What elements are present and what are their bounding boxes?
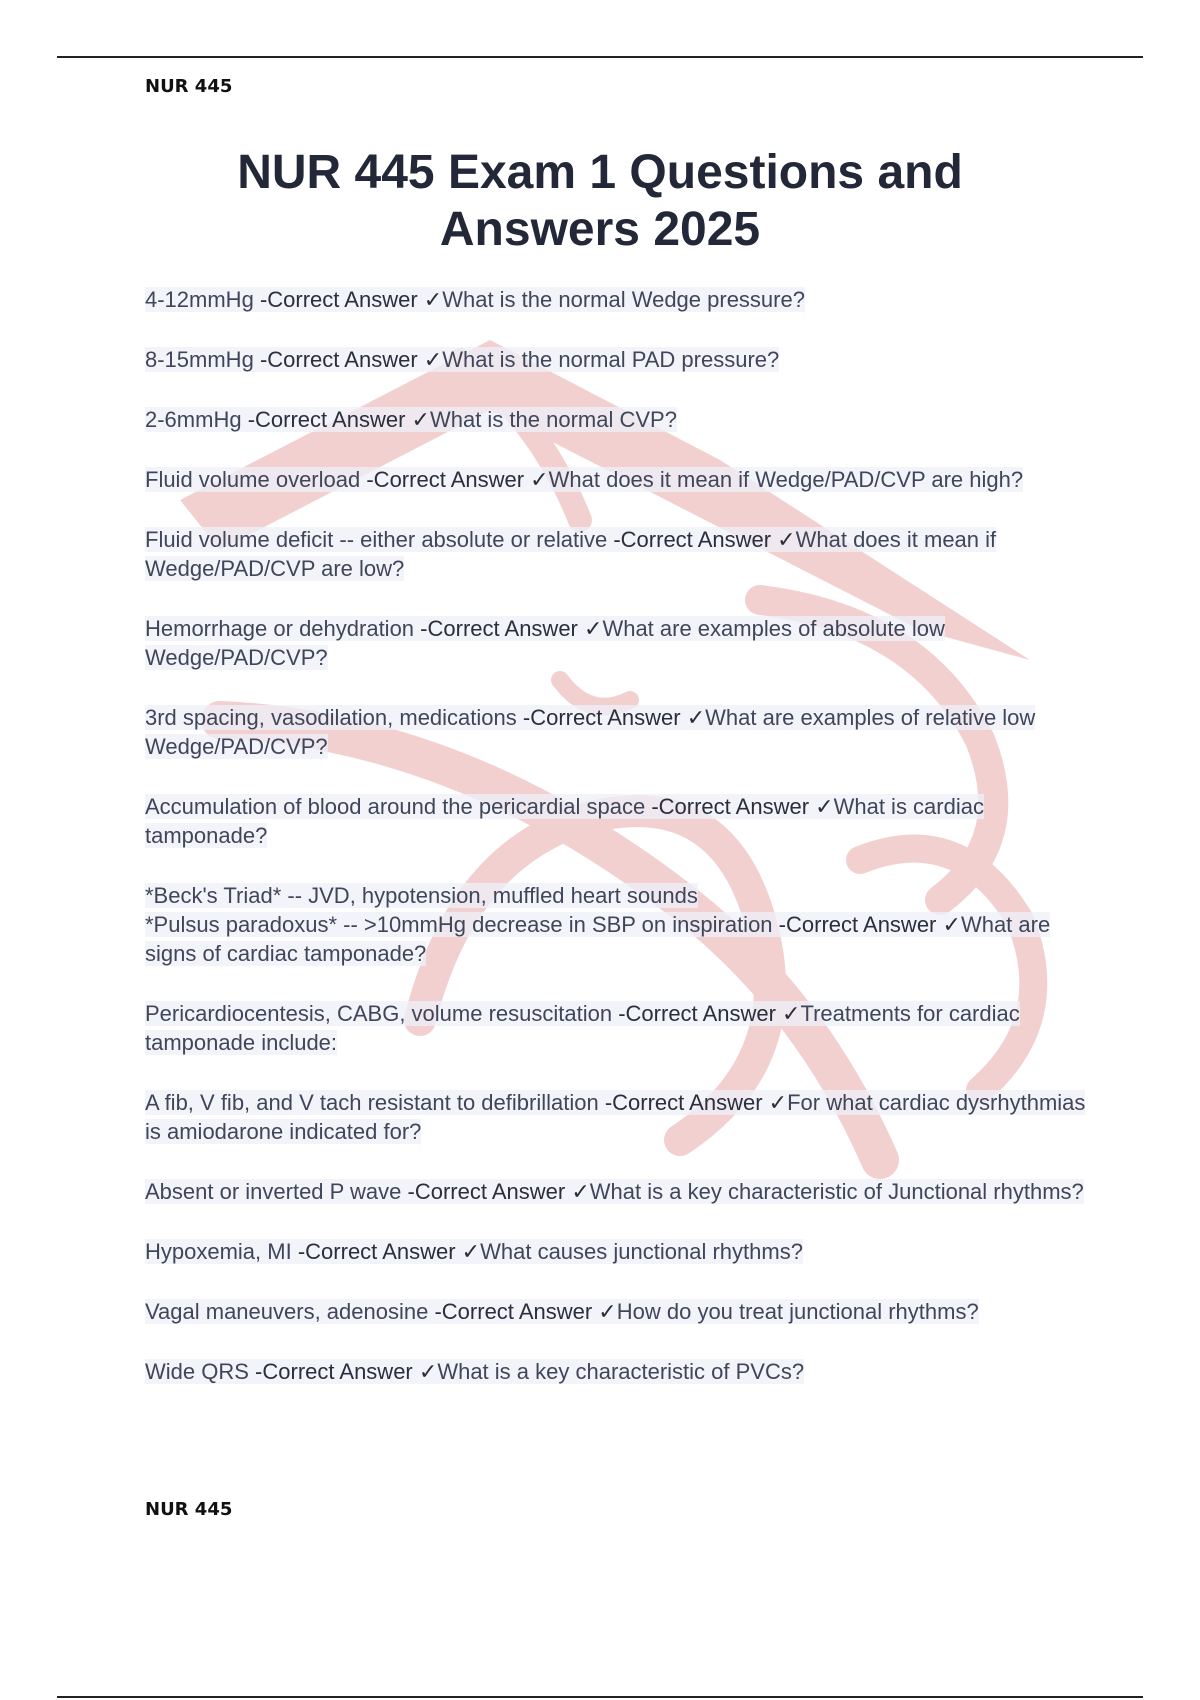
title-line-2: Answers 2025 [439, 203, 761, 256]
bottom-rule [57, 1696, 1143, 1698]
qa-text [145, 1090, 1085, 1144]
qa-answer: Hypoxemia, MI [145, 1239, 292, 1264]
correct-answer-marker: -Correct Answer ✓ [247, 407, 430, 432]
qa-text [145, 467, 1023, 492]
qa-text [145, 1001, 1020, 1055]
qa-answer: Accumulation of blood around the pericardial space [145, 794, 646, 819]
qa-answer: Absent or inverted P wave [145, 1179, 402, 1204]
correct-answer-marker: -Correct Answer ✓ [613, 527, 796, 552]
qa-question: What are examples of relative low Wedge/PAD/CVP? [145, 705, 1036, 759]
qa-item [145, 525, 1095, 583]
qa-item [145, 1357, 1095, 1386]
qa-answer: A fib, V fib, and V tach resistant to defibrillation [145, 1090, 599, 1115]
top-rule [57, 56, 1143, 58]
qa-text [145, 1359, 804, 1384]
qa-question: What causes junctional rhythms? [480, 1239, 803, 1264]
qa-answer: Pericardiocentesis, CABG, volume resuscitation [145, 1001, 613, 1026]
qa-item [145, 345, 1095, 374]
qa-answer: Wide QRS [145, 1359, 249, 1384]
correct-answer-marker: -Correct Answer ✓ [618, 1001, 801, 1026]
qa-item [145, 999, 1095, 1057]
title-line-1: NUR 445 Exam 1 Questions and [237, 146, 963, 199]
qa-answer: Fluid volume overload [145, 467, 361, 492]
qa-item [145, 1177, 1095, 1206]
correct-answer-marker: -Correct Answer ✓ [366, 467, 549, 492]
qa-answer: 3rd spacing, vasodilation, medications [145, 705, 517, 730]
qa-answer: Vagal maneuvers, adenosine [145, 1299, 429, 1324]
correct-answer-marker: -Correct Answer ✓ [522, 705, 706, 730]
qa-question: What is a key characteristic of PVCs? [437, 1359, 805, 1384]
qa-text [145, 287, 805, 312]
page-header-label: NUR 445 [145, 76, 233, 97]
qa-text [145, 347, 779, 372]
qa-question: For what cardiac dysrhythmias is amiodarone indicated for? [145, 1090, 1086, 1144]
page-title [0, 144, 1200, 258]
correct-answer-marker: -Correct Answer ✓ [255, 1359, 438, 1384]
qa-text [145, 527, 996, 581]
qa-item [145, 792, 1095, 850]
correct-answer-marker: -Correct Answer ✓ [259, 287, 443, 312]
qa-answer: 8-15mmHg [145, 347, 254, 372]
qa-item [145, 1237, 1095, 1266]
qa-text [145, 705, 1035, 759]
qa-item [145, 703, 1095, 761]
qa-question: What is the normal Wedge pressure? [442, 287, 805, 312]
qa-question: What are signs of cardiac tamponade? [145, 912, 1051, 966]
qa-item [145, 285, 1095, 314]
qa-item [145, 1088, 1095, 1146]
qa-text [145, 883, 1050, 966]
qa-text [145, 407, 677, 432]
qa-answer-line: *Beck's Triad* -- JVD, hypotension, muffled heart sounds [145, 883, 698, 908]
correct-answer-marker: -Correct Answer ✓ [434, 1299, 617, 1324]
qa-text [145, 1179, 1084, 1204]
qa-answer: Fluid volume deficit -- either absolute or relative [145, 527, 608, 552]
correct-answer-marker: -Correct Answer ✓ [259, 347, 443, 372]
qa-question: What is the normal CVP? [429, 407, 677, 432]
qa-text [145, 1239, 803, 1264]
correct-answer-marker: -Correct Answer ✓ [651, 794, 834, 819]
qa-list [145, 285, 1095, 1417]
qa-item [145, 614, 1095, 672]
page-footer-label: NUR 445 [145, 1499, 233, 1520]
correct-answer-marker: -Correct Answer ✓ [407, 1179, 590, 1204]
correct-answer-marker: -Correct Answer ✓ [778, 912, 961, 937]
qa-question: How do you treat junctional rhythms? [616, 1299, 979, 1324]
qa-question: What does it mean if Wedge/PAD/CVP are high? [548, 467, 1024, 492]
qa-answer-line: *Pulsus paradoxus* -- >10mmHg decrease in SBP on inspiration [145, 912, 773, 937]
qa-question: What is a key characteristic of Junctional rhythms? [589, 1179, 1084, 1204]
qa-question: What is cardiac tamponade? [145, 794, 984, 848]
qa-question: What does it mean if Wedge/PAD/CVP are low? [145, 527, 997, 581]
qa-question: Treatments for cardiac tamponade include: [145, 1001, 1020, 1055]
qa-answer: 2-6mmHg [145, 407, 242, 432]
qa-answer: 4-12mmHg [145, 287, 254, 312]
qa-item [145, 465, 1095, 494]
qa-text [145, 794, 984, 848]
qa-answer: Hemorrhage or dehydration [145, 616, 415, 641]
qa-text [145, 616, 945, 670]
correct-answer-marker: -Correct Answer ✓ [297, 1239, 481, 1264]
qa-text [145, 1299, 979, 1324]
qa-question: What is the normal PAD pressure? [442, 347, 780, 372]
correct-answer-marker: -Correct Answer ✓ [604, 1090, 788, 1115]
qa-item [145, 881, 1095, 968]
qa-item [145, 405, 1095, 434]
qa-item [145, 1297, 1095, 1326]
qa-question: What are examples of absolute low Wedge/PAD/CVP? [145, 616, 945, 670]
correct-answer-marker: -Correct Answer ✓ [420, 616, 603, 641]
